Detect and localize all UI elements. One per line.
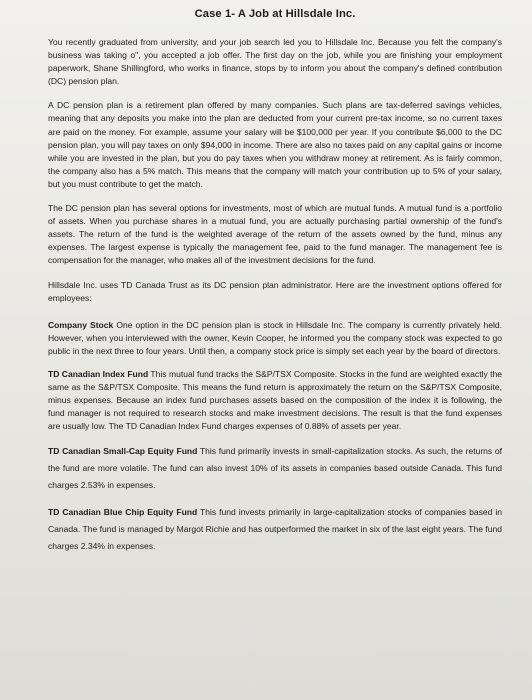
option-name: TD Canadian Small-Cap Equity Fund <box>48 446 198 457</box>
option-name: Company Stock <box>48 319 114 330</box>
paragraph-administrator: Hillsdale Inc. uses TD Canada Trust as its DC pension plan administrator. Here are the investment options offered for employees: <box>48 279 502 303</box>
option-text: This mutual fund tracks the S&P/TSX Composite. Stocks in the fund are weighted exactly the same as the S&P/TSX Composite. This means the fund return is approximately the return on the S&P/TSX Composite, minus expenses. Because an index fund purchases assets based on the composition of the index it is following, the fund manager is not required to research stocks and make investment decisions. The result is that the fund expenses are usually low. The TD Canadian Index Fund charges expenses of 0.88% of assets per year. <box>48 368 502 432</box>
option-text: This fund primarily invests in small-capitalization stocks. As such, the returns of the fund are more volatile. The fund can also invest 10% of its assets in companies based outside Canada. This fund charges 2.53% in expenses. <box>48 446 502 491</box>
option-name: TD Canadian Index Fund <box>48 368 149 379</box>
paragraph-mutual-funds: The DC pension plan has several options for investments, most of which are mutual funds. A mutual fund is a portfolio of assets. When you purchase shares in a mutual fund, you are actually purchasing partial ownership of the fund's assets. The return of the fund is the weighted average of the return of the assets owned by the fund, minus any expenses. The largest expense is typically the management fee, paid to the fund manager. The management fee is compensation for the manager, who makes all of the investment decisions for the fund. <box>48 203 502 266</box>
option-name: TD Canadian Blue Chip Equity Fund <box>48 507 198 518</box>
option-small-cap-fund <box>48 443 502 494</box>
paragraph-intro: You recently graduated from university, and your job search led you to Hillsdale Inc. Because you felt the company's business was taking o", you accepted a job offer. The first day on the job, while you are finishing your employment paperwork, Shane Shillingford, who works in finance, stops by to inform you about the company's defined contribution (DC) pension plan. <box>48 37 502 87</box>
document-title: Case 1- A Job at Hillsdale Inc. <box>194 8 356 20</box>
option-index-fund <box>48 368 502 433</box>
option-blue-chip-fund <box>48 504 502 555</box>
option-text: This fund invests primarily in large-capitalization stocks of companies based in Canada. The fund is managed by Margot Richie and has outperformed the market in six of the last eight years. The fund charges 2.34% in expenses. <box>48 507 502 552</box>
investment-options <box>48 319 502 556</box>
option-company-stock <box>48 319 502 358</box>
paragraph-dc-plan: A DC pension plan is a retirement plan offered by many companies. Such plans are tax-deferred savings vehicles, meaning that any deposits you make into the plan are deducted from your current pre-tax income, so no current taxes are paid on the money. For example, assume your salary will be $100,000 per year. If you contribute $6,000 to the DC pension plan, you will pay taxes on only $94,000 in income. There are also no taxes paid on any capital gains or income while you are invested in the plan, but you do pay taxes when you withdraw money at retirement. As is fairly common, the company also has a 5% match. This means that the company will match your contribution up to 5% of your salary, but you must contribute to get the match. <box>48 100 502 189</box>
option-text: One option in the DC pension plan is stock in Hillsdale Inc. The company is currently privately held. However, when you interviewed with the owner, Kevin Cooper, he informed you the company stock was expected to go public in the next three to four years. Until then, a company stock price is simply set each year by the board of directors. <box>48 319 502 356</box>
